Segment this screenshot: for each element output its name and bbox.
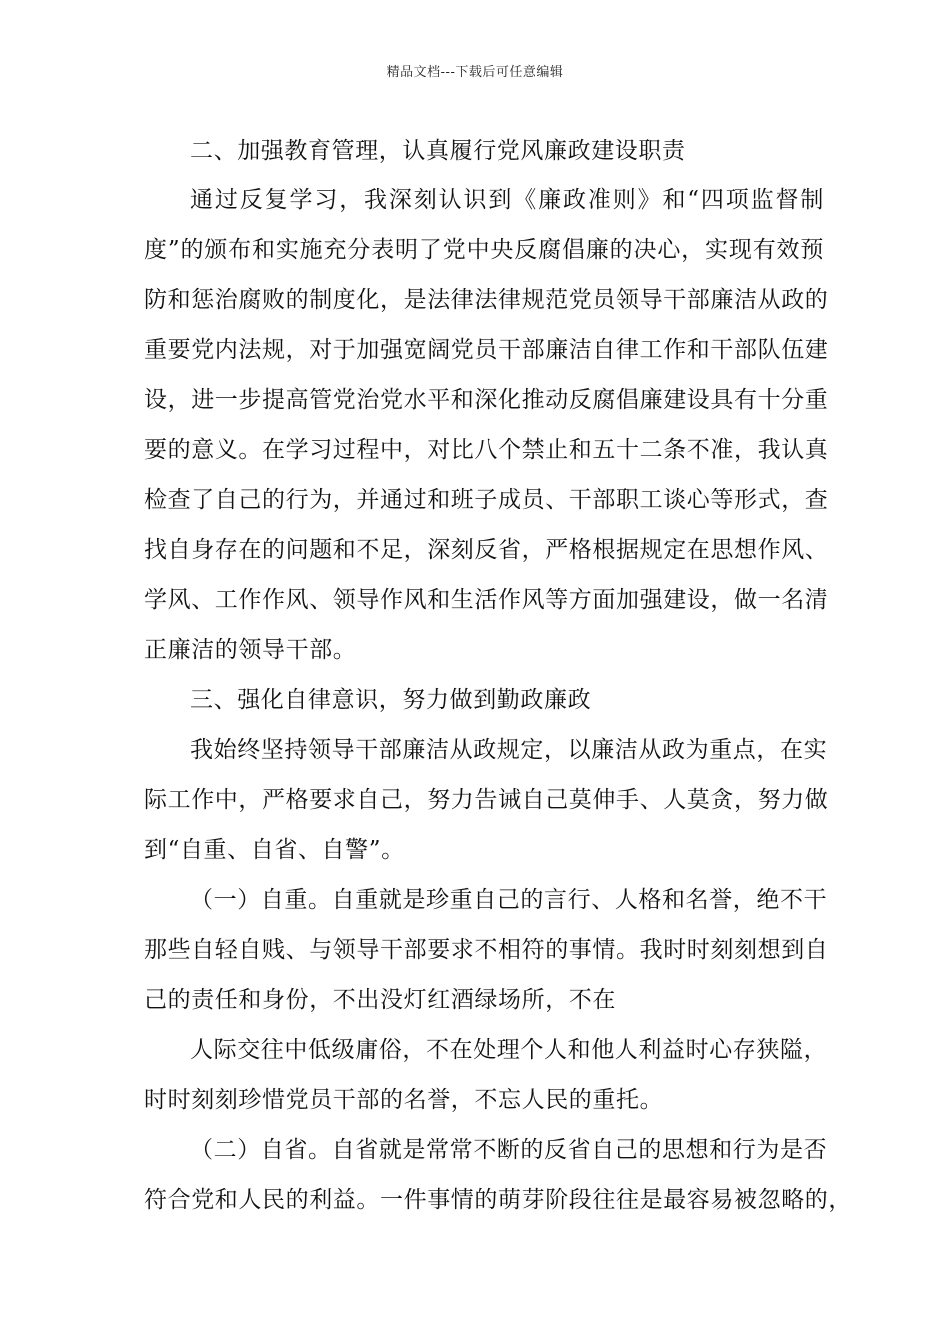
paragraph-line: 检查了自己的行为，并通过和班子成员、干部职工谈心等形式，查 bbox=[144, 487, 829, 513]
section-heading-2: 二、加强教育管理，认真履行党风廉政建设职责 bbox=[190, 138, 686, 164]
section-heading-3: 三、强化自律意识，努力做到勤政廉政 bbox=[190, 687, 592, 713]
paragraph-line: 我始终坚持领导干部廉洁从政规定，以廉洁从政为重点，在实 bbox=[190, 737, 828, 763]
paragraph-line: 己的责任和身份，不出没灯红酒绿场所，不在 bbox=[144, 987, 616, 1013]
paragraph-line: 学风、工作作风、领导作风和生活作风等方面加强建设，做一名清 bbox=[144, 587, 829, 613]
paragraph-line: 防和惩治腐败的制度化，是法律法律规范党员领导干部廉洁从政的 bbox=[144, 287, 829, 313]
header-note: 精品文档---下载后可任意编辑 bbox=[386, 65, 564, 80]
paragraph-line: 那些自轻自贱、与领导干部要求不相符的事情。我时时刻刻想到自 bbox=[144, 937, 829, 963]
paragraph-line: 符合党和人民的利益。一件事情的萌芽阶段往往是最容易被忽略的， bbox=[144, 1187, 852, 1213]
paragraph-line: 际工作中，严格要求自己，努力告诫自己莫伸手、人莫贪，努力做 bbox=[144, 787, 829, 813]
subsection-line: （一）自重。自重就是珍重自己的言行、人格和名誉，绝不干 bbox=[190, 887, 828, 913]
paragraph-line: 要的意义。在学习过程中，对比八个禁止和五十二条不准，我认真 bbox=[144, 437, 829, 463]
paragraph-line: 正廉洁的领导干部。 bbox=[144, 637, 357, 663]
paragraph-line: 重要党内法规，对于加强宽阔党员干部廉洁自律工作和干部队伍建 bbox=[144, 337, 829, 363]
paragraph-line: 人际交往中低级庸俗，不在处理个人和他人利益时心存狭隘， bbox=[190, 1037, 828, 1063]
paragraph-line: 设，进一步提高管党治党水平和深化推动反腐倡廉建设具有十分重 bbox=[144, 387, 829, 413]
paragraph-line: 通过反复学习，我深刻认识到《廉政准则》和“四项监督制 bbox=[190, 187, 824, 213]
paragraph-line: 找自身存在的问题和不足，深刻反省，严格根据规定在思想作风、 bbox=[144, 537, 829, 563]
subsection-line: （二）自省。自省就是常常不断的反省自己的思想和行为是否 bbox=[190, 1137, 828, 1163]
paragraph-line: 时时刻刻珍惜党员干部的名誉，不忘人民的重托。 bbox=[144, 1087, 664, 1113]
paragraph-line: 到“自重、自省、自警”。 bbox=[144, 837, 405, 863]
paragraph-line: 度”的颁布和实施充分表明了党中央反腐倡廉的决心，实现有效预 bbox=[144, 237, 824, 263]
